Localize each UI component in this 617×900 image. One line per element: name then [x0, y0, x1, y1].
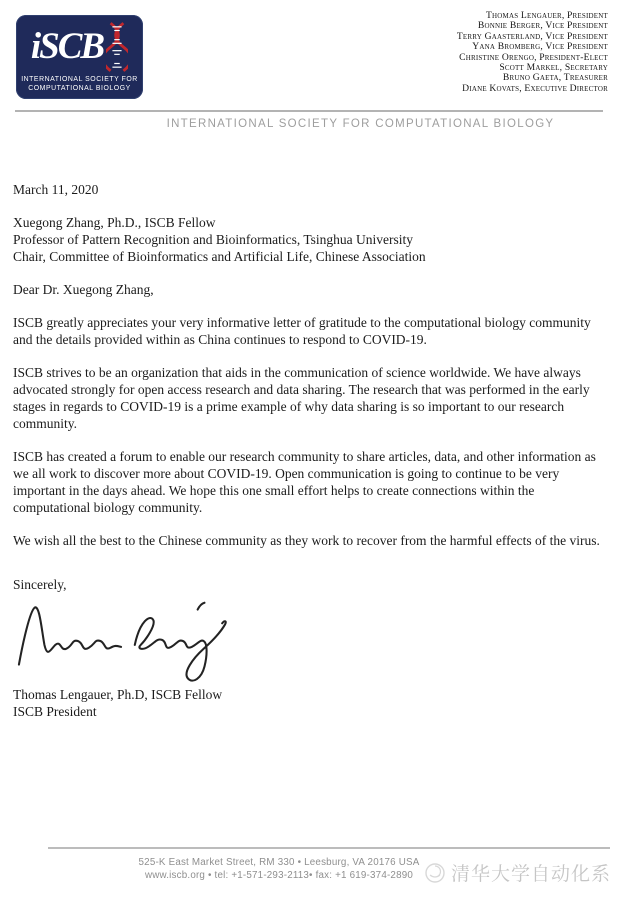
dna-helix-icon	[106, 21, 128, 73]
officer-line: Bruno Gaeta, Treasurer	[502, 72, 608, 84]
iscb-logo-subtitle-2: COMPUTATIONAL BIOLOGY	[28, 84, 131, 92]
letter-date: March 11, 2020	[13, 182, 99, 197]
header-divider	[15, 110, 603, 112]
signer-name: Thomas Lengauer, Ph.D, ISCB Fellow	[13, 687, 223, 702]
officer-line: Thomas Lengauer, President	[485, 10, 608, 21]
footer-address: 525-K East Market Street, RM 330 • Leesburg, VA 20176 USA	[138, 857, 420, 868]
salutation: Dear Dr. Xuegong Zhang,	[13, 282, 154, 297]
letter-body	[13, 181, 603, 720]
officer-line: Yana Bromberg, Vice President	[472, 41, 608, 53]
footer-divider	[48, 847, 610, 849]
paragraph: ISCB strives to be an organization that aids in the communication of science worldwide. We have always advocated strongly for open access research and data sharing. The research that was performed in the early stages in regards to COVID-19 is a prime example of why data sharing is so important to our research community.	[13, 365, 590, 431]
signer-block	[13, 687, 603, 720]
tsinghua-emblem-icon	[424, 862, 446, 884]
recipient-line: Professor of Pattern Recognition and Bioinformatics, Tsinghua University	[13, 232, 413, 247]
officer-line: Diane Kovats, Executive Director	[462, 82, 608, 94]
iscb-logo-subtitle-1: INTERNATIONAL SOCIETY FOR	[21, 75, 138, 83]
recipient-line: Xuegong Zhang, Ph.D., ISCB Fellow	[13, 215, 216, 230]
footer-contact: www.iscb.org • tel: +1-571-293-2113• fax: +1 619-374-2890	[144, 870, 414, 881]
watermark-text: 清华大学自动化系	[450, 863, 611, 885]
iscb-logo	[16, 15, 143, 99]
closing: Sincerely,	[13, 577, 67, 592]
signer-title: ISCB President	[13, 703, 97, 719]
paragraph: We wish all the best to the Chinese community as they work to recover from the harmful effects of the virus.	[13, 533, 600, 548]
officer-line: Bonnie Berger, Vice President	[477, 20, 608, 32]
paragraph: ISCB has created a forum to enable our research community to share articles, data, and other information as we all work to discover more about COVID-19. Open communication is going to continue to be very important in the days ahead. We hope this one small effort helps to create connections within the computational biology community.	[13, 449, 596, 515]
recipient-line: Chair, Committee of Bioinformatics and Artificial Life, Chinese Association	[13, 249, 426, 264]
officer-line: Terry Gaasterland, Vice President	[456, 30, 608, 42]
officer-line: Christine Orengo, President-Elect	[459, 51, 608, 63]
tsinghua-watermark	[424, 859, 611, 886]
signature-image	[15, 595, 603, 687]
officer-list	[457, 11, 608, 94]
iscb-wordmark: iSCB	[30, 25, 104, 67]
officer-line: Scott Markel, Secretary	[499, 62, 608, 74]
recipient-block	[13, 214, 603, 265]
org-title: INTERNATIONAL SOCIETY FOR COMPUTATIONAL BIOLOGY	[166, 118, 555, 130]
paragraph: ISCB greatly appreciates your very informative letter of gratitude to the computational biology community and the details provided within as China continues to respond to COVID-19.	[13, 315, 591, 347]
iscb-logo-row	[31, 21, 128, 73]
